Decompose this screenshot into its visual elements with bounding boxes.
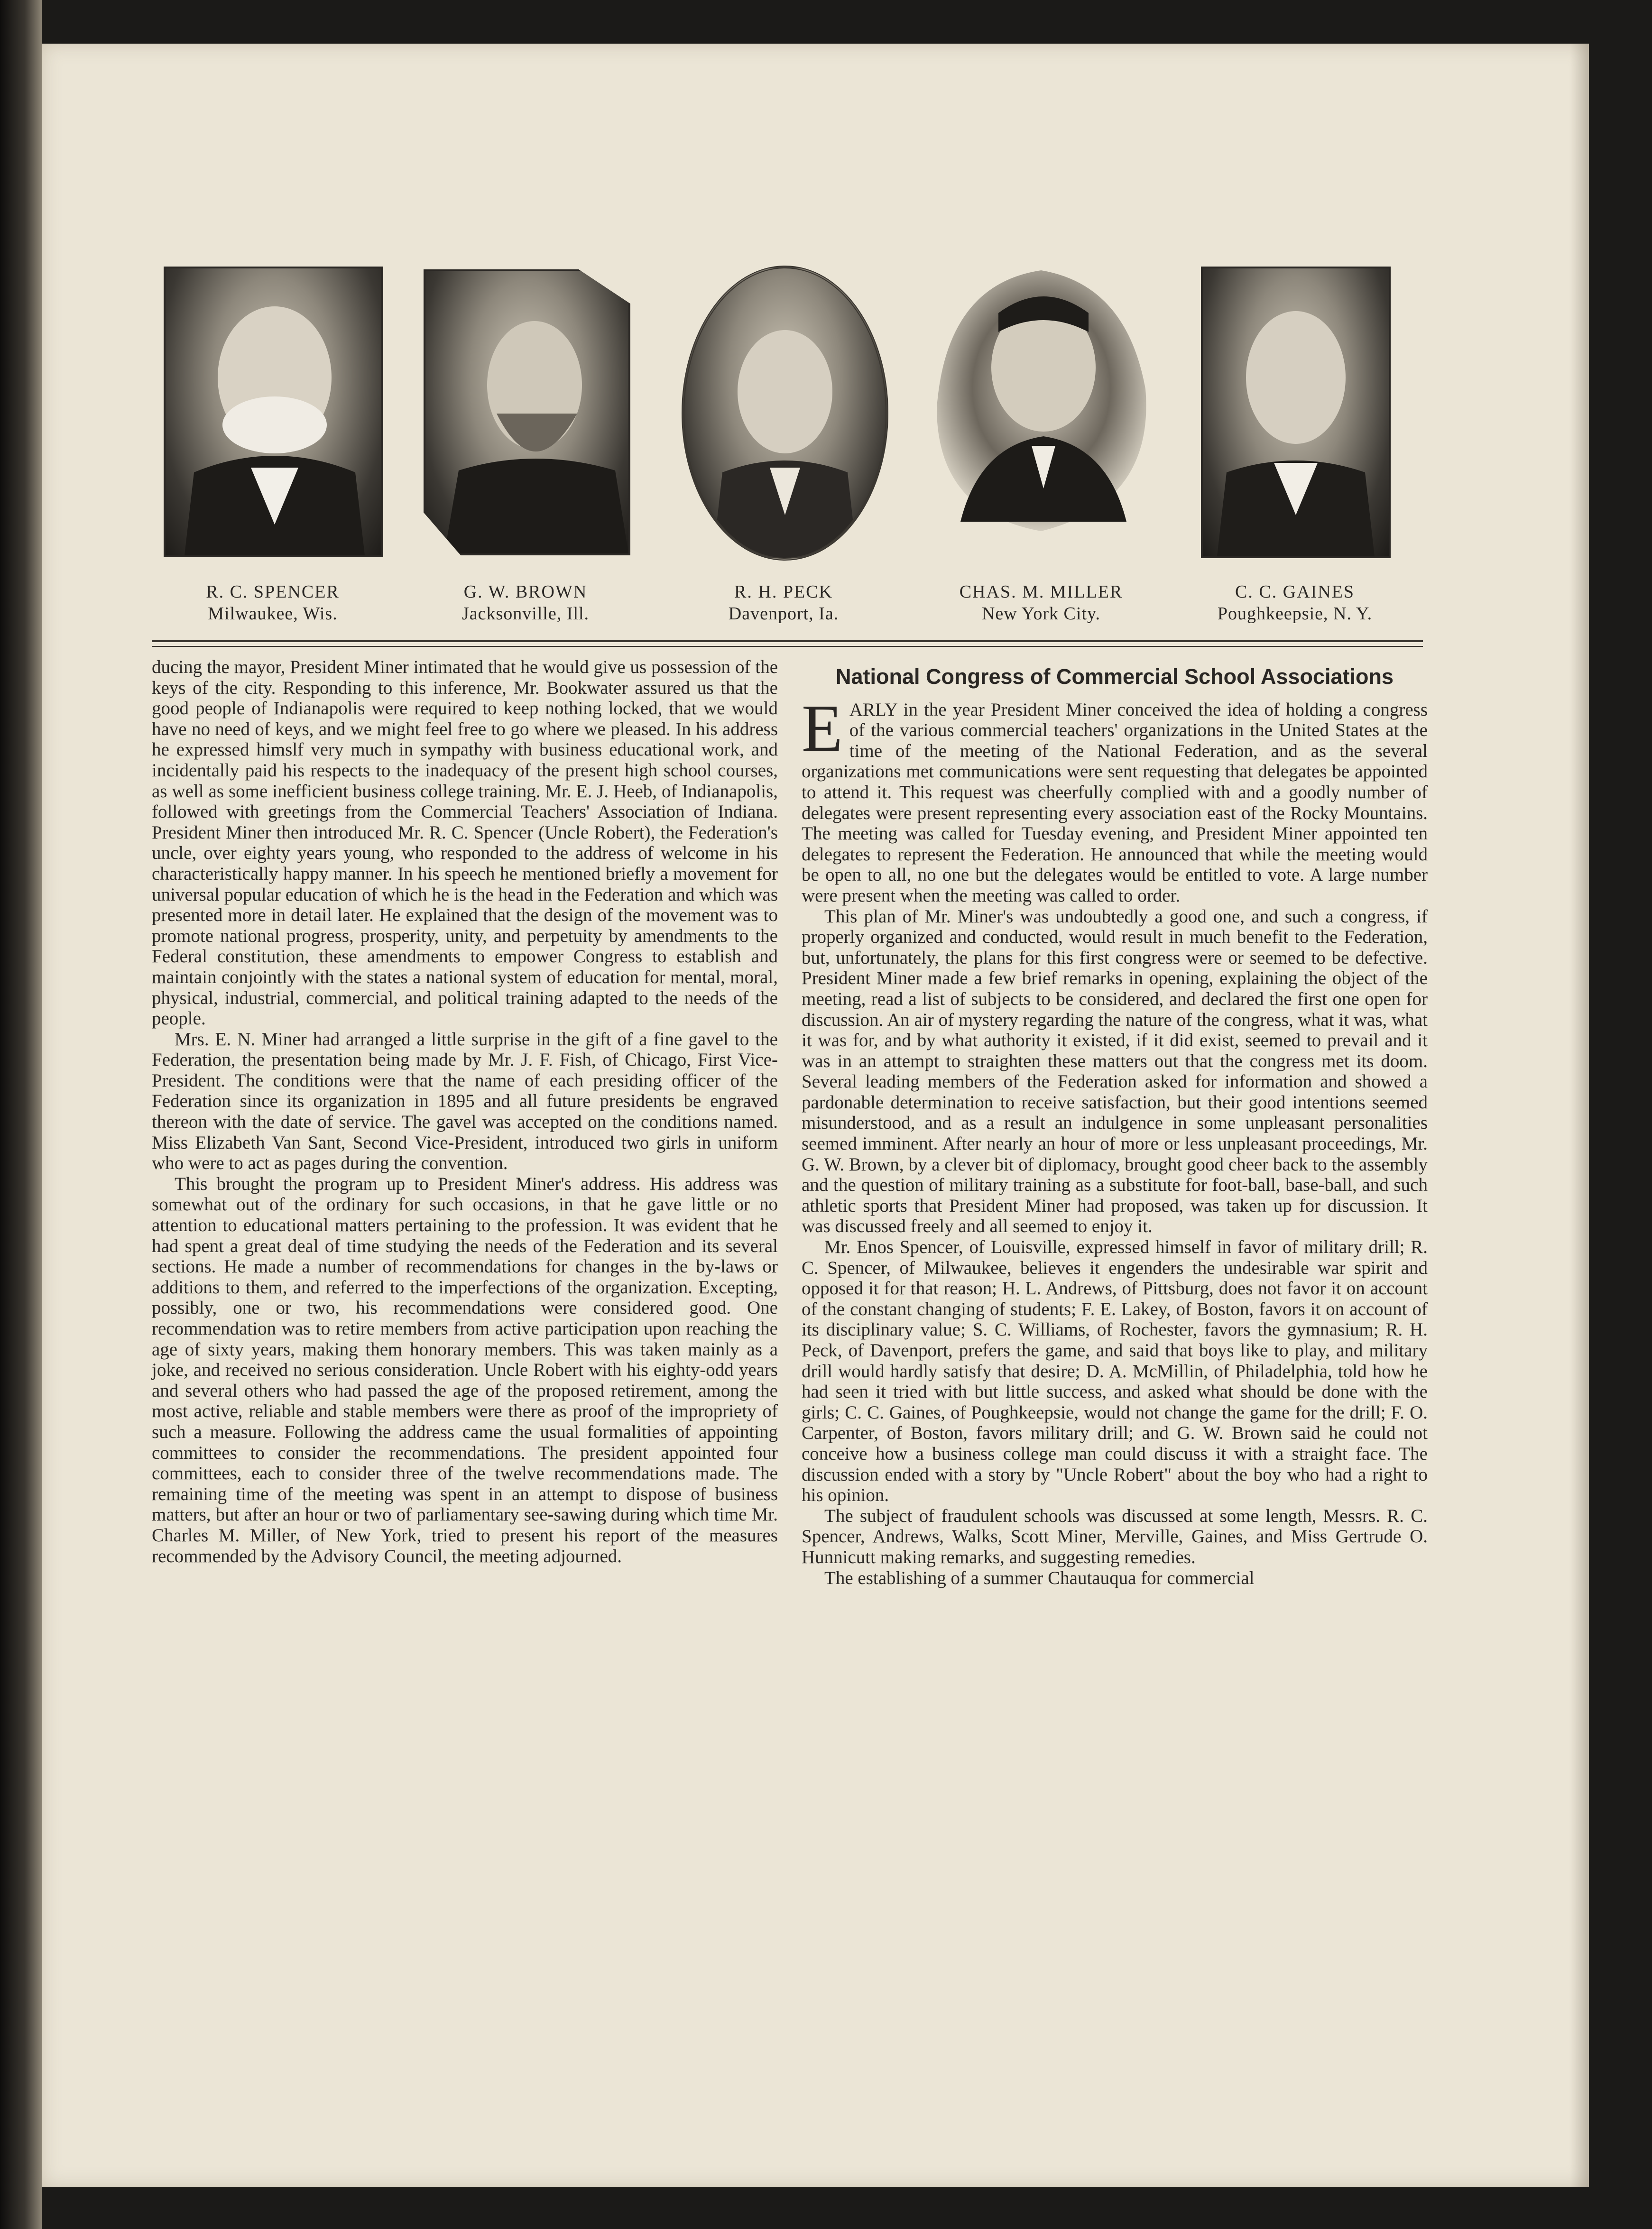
- portrait-photo-brown: [424, 269, 630, 555]
- caption-miller: [923, 581, 1160, 625]
- paragraph: [802, 690, 1428, 906]
- book-spine: [0, 0, 42, 2229]
- caption-peck: [670, 581, 897, 625]
- drop-cap: E: [802, 690, 843, 765]
- caption-place: Jacksonville, Ill.: [461, 604, 590, 624]
- portrait-photo-miller: [927, 266, 1155, 538]
- caption-spencer: [157, 581, 389, 625]
- paragraph-text: ARLY in the year President Miner conceived the idea of holding a congress of the various commercial teachers' organizations in the United States at the time of the meeting of the National Federation, and as the several organizations met communications were sent requesting that delegates be appointed to attend it. This request was cheerfully complied with and a goodly number of delegates were present representing every association east of the Rocky Mountains. The meeting was called for Tuesday evening, and President Miner appointed ten delegates to represent the Federation. He announced that while the meeting would be open to all, no one but the delegates would be entitled to vote. A large number were present when the meeting was called to order.: [802, 699, 1428, 906]
- left-column: [152, 657, 778, 1566]
- caption-place: Davenport, Ia.: [728, 604, 839, 624]
- paragraph: The establishing of a summer Chautauqua for commercial: [824, 1567, 1255, 1588]
- divider-rule: [152, 640, 1423, 642]
- section-heading: National Congress of Commercial School Associations: [835, 664, 1394, 689]
- caption-name: R. C. SPENCER: [206, 582, 340, 602]
- caption-gaines: [1181, 581, 1409, 625]
- paragraph: Mrs. E. N. Miner had arranged a little surprise in the gift of a fine gavel to the Federation, the presentation being made by Mr. J. F. Fish, of Chicago, First Vice-President. The conditions were that the name of each presiding officer of the Federation since its organization in 1895 and all future presidents be engraved thereon with the date of service. The gavel was accepted on the conditions named. Miss Elizabeth Van Sant, Second Vice-President, introduced two girls in uniform who were to act as pages during the convention.: [152, 1029, 778, 1174]
- portrait-photo-gaines: [1201, 267, 1391, 558]
- caption-place: New York City.: [981, 604, 1101, 624]
- caption-name: CHAS. M. MILLER: [959, 582, 1123, 602]
- portrait-photo-peck: [682, 266, 888, 561]
- portrait-photo-spencer: [164, 267, 383, 557]
- page-edge-shadow: [1570, 44, 1589, 2187]
- paragraph: Mr. Enos Spencer, of Louisville, expressed himself in favor of military drill; R. C. Spencer, of Milwaukee, believes it engenders the undesirable war spirit and opposed it for that reason; H. L. Andrews, of Pittsburg, does not favor it on account of the constant changing of students; F. E. Lakey, of Boston, favors it on account of its disciplinary value; S. C. Williams, of Rochester, favors the gymnasium; R. H. Peck, of Davenport, prefers the game, and said that boys like to play, and military drill would hardly satisfy that desire; D. A. McMillin, of Philadelphia, told how he had seen it tried with but little success, and asked what should be done with the girls; C. C. Gaines, of Poughkeepsie, would not change the game for the drill; F. O. Carpenter, of Boston, favors military drill; and G. W. Brown said he could not conceive how a business college man could discuss it with a straight face. The discussion ended with a story by "Uncle Robert" about the boy who had a right to his opinion.: [802, 1237, 1428, 1506]
- paragraph: ducing the mayor, President Miner intimated that he would give us possession of the keys of the city. Responding to this inference, Mr. Bookwater assured us that the good people of Indianapolis were required to keep nothing locked, that we would have no need of keys, and we might feel free to go where we pleased. In his address he expressed himslf very much in sympathy with business educational work, and incidentally paid his respects to the inadequacy of the present high school courses, as well as some inefficient business college training. Mr. E. J. Heeb, of Indianapolis, followed with greetings from the Commercial Teachers' Association of Indiana. President Miner then introduced Mr. R. C. Spencer (Uncle Robert), the Federation's uncle, over eighty years young, who responded to the address of welcome in his characteristically happy manner. In his speech he mentioned briefly a movement for universal popular education of which he is the head in the Federation and which was presented more in detail later. He explained that the design of the movement was to promote national progress, prosperity, unity, and perpetuity by amendments to the Federal constitution, these amendments to empower Congress to establish and maintain conjointly with the states a national system of education for mental, moral, physical, industrial, commercial, and political training adapted to the needs of the people.: [152, 657, 778, 1029]
- caption-brown: [412, 581, 639, 625]
- caption-name: C. C. GAINES: [1235, 582, 1355, 602]
- right-column: [802, 657, 1428, 1588]
- paragraph: The subject of fraudulent schools was discussed at some length, Messrs. R. C. Spencer, Andrews, Walks, Scott Miner, Merville, Gaines, and Miss Gertrude O. Hunnicutt making remarks, and suggesting remedies.: [802, 1505, 1428, 1567]
- caption-place: Milwaukee, Wis.: [208, 604, 338, 624]
- caption-name: G. W. BROWN: [463, 582, 588, 602]
- paragraph: This plan of Mr. Miner's was undoubtedly a good one, and such a congress, if properly organized and conducted, would result in much benefit to the Federation, but, unfortunately, the plans for this first congress were or seemed to be defective. President Miner made a few brief remarks in opening, explaining the object of the meeting, read a list of subjects to be considered, and declared the first one open for discussion. An air of mystery regarding the nature of the congress, what it was, what it was for, and by what authority it existed, if it did exist, seemed to prevail and it was in an attempt to straighten these matters out that the congress met its doom. Several leading members of the Federation asked for information and showed a pardonable determination to receive satisfaction, but their good intentions seemed misunderstood, and as a result an indulgence in some unpleasant personalities seemed imminent. After nearly an hour of more or less unpleasant proceedings, Mr. G. W. Brown, by a clever bit of diplomacy, brought good cheer back to the assembly and the question of military training as a substitute for foot-ball, base-ball, and such athletic sports that President Miner had proposed, was taken up for discussion. It was discussed freely and all seemed to enjoy it.: [802, 906, 1428, 1237]
- paragraph: This brought the program up to President Miner's address. His address was somewhat out of the ordinary for such occasions, in that he gave little or no attention to educational matters pertaining to the profession. It was evident that he had spent a great deal of time studying the needs of the Federation and its several sections. He made a number of recommendations for changes in the by-laws or additions to them, and referred to the imperfections of the organization. Excepting, possibly, one or two, his recommendations were considered good. One recommendation was to retire members from active participation upon reaching the age of sixty years, making them honorary members. This was taken mainly as a joke, and received no serious consideration. Uncle Robert with his eighty-odd years and several others who had passed the age of the proposed retirement, among the most active, reliable and stable members were there as proof of the impropriety of such a measure. Following the address came the usual formalities of appointing committees to consider the recommendations. The president appointed four committees, each to consider three of the twelve recommendations made. The remaining time of the meeting was spent in an attempt to dispose of business matters, but after an hour or two of parliamentary see-sawing during which time Mr. Charles M. Miller, of New York, tried to present his report of the measures recommended by the Advisory Council, the meeting adjourned.: [152, 1173, 778, 1566]
- caption-place: Poughkeepsie, N. Y.: [1217, 604, 1373, 624]
- divider-rule: [152, 646, 1423, 647]
- caption-name: R. H. PECK: [734, 582, 833, 602]
